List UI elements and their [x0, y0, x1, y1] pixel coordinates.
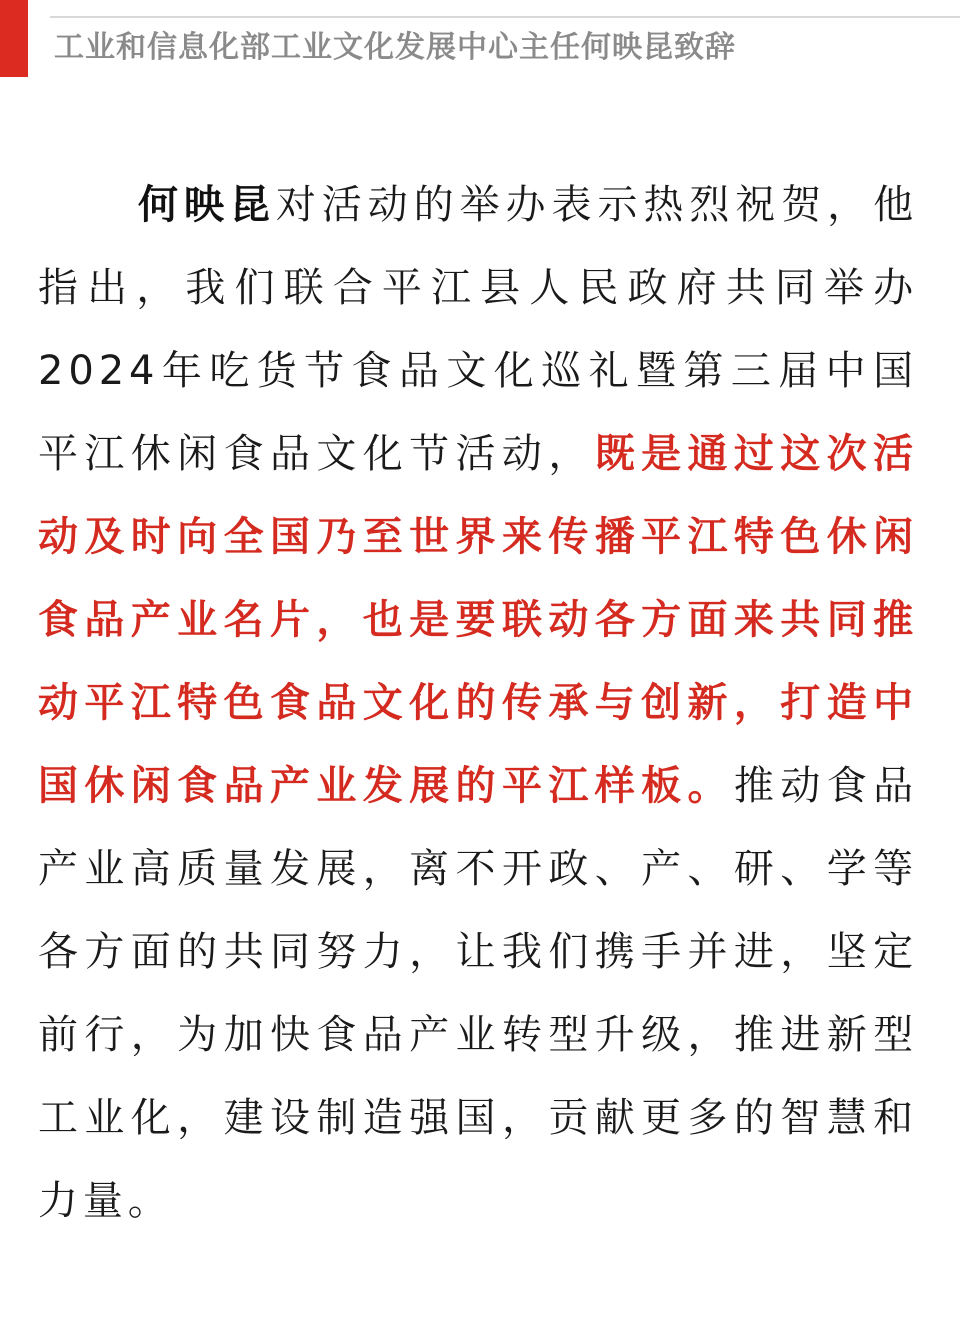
header-divider [50, 16, 960, 18]
section-title: 工业和信息化部工业文化发展中心主任何映昆致辞 [54, 30, 736, 65]
intro-text: 对活动的举办表示热烈祝贺，他指出，我们联合平江县人民政府共同举办2024年吃货节食品文化巡礼暨第三届中国平江休闲食品文化节活动， [38, 182, 919, 477]
article-paragraph [38, 164, 918, 1243]
section-header [0, 0, 960, 80]
closing-text: 推动食品产业高质量发展，离不开政、产、研、学等各方面的共同努力，让我们携手并进，坚定前行，为加快食品产业转型升级，推进新型工业化，建设制造强国，贡献更多的智慧和力量。 [38, 763, 919, 1224]
speaker-name: 何映昆 [138, 182, 276, 228]
accent-bar [0, 0, 28, 77]
highlight-text: 既是通过这次活动及时向全国乃至世界来传播平江特色休闲食品产业名片，也是要联动各方面来共同推动平江特色食品文化的传承与创新，打造中国休闲食品产业发展的平江样板。 [38, 431, 918, 809]
